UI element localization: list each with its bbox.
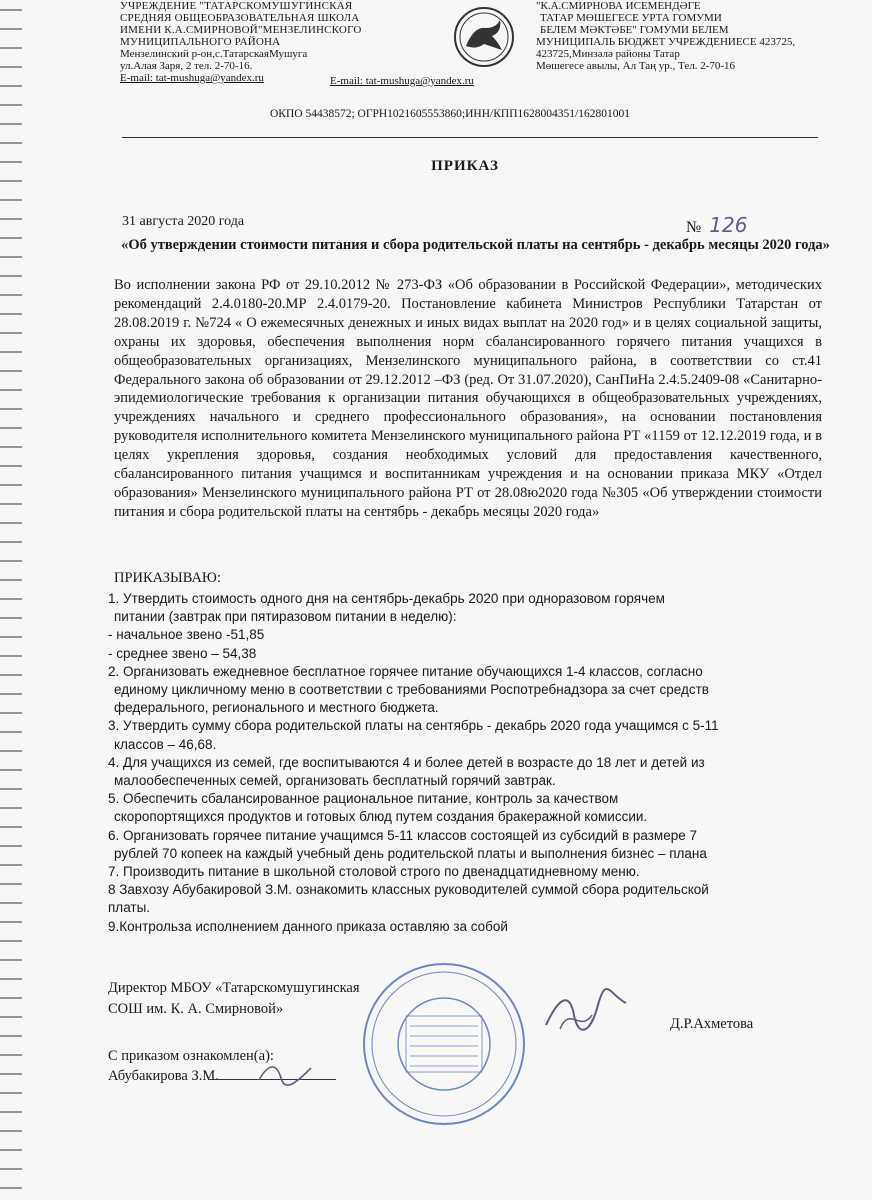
document-number — [686, 213, 747, 237]
decree-line: 2. Организовать ежедневное бесплатное горячее питание обучающихся 1-4 классов, согласно — [108, 663, 703, 679]
decree-line: 5. Обеспечить сбалансированное рациональное питание, контроль за качеством — [108, 791, 619, 807]
decree-line: питании (завтрак при пятиразовом питании в неделю): — [114, 609, 457, 625]
document-date: 31 августа 2020 года — [122, 214, 245, 229]
header-right-line: Мөшегесе авылы, Ал Таң ур., Тел. 2-70-16 — [536, 60, 736, 72]
decree-line: скоропортящихся продуктов и готовых блюд путем создания бракеражной комиссии. — [114, 809, 648, 825]
header-email-mid: E-mail: tat-mushuga@yandex.ru — [330, 75, 474, 87]
header-right-block — [536, 0, 836, 72]
document-preamble: Во исполнении закона РФ от 29.10.2012 № 273-ФЗ «Об образовании в Российской Федерации», методических рекомендаций 2.4.0180-20.МР 2.4.0179-20. Постановление кабинета Министров Республики Татарстан от 28.08.2019 г. №724 « О ежемесячных денежных и иных видах выплат на 2020 год» и в целях социальной защиты, охраны их здоровья, обеспечения выполнения норм сбалансированного горячего питания учащихся в общеобразовательных организациях, Мензелинского муниципального района, в соответствии со ст.41 Федерального закона об образовании от 29.12.2012 –ФЗ (ред. От 31.07.2020), СанПиНа 2.4.5.2409-08 «Санитарно-эпидемиологические требования к организации питания обучающихся в общеобразовательных учреждениях, учреждениях начального и среднего профессионального образования», на основании постановления руководителя исполнительного комитета Мензелинского муниципального района РТ «1159 от 12.12.2019 года, и в целях укрепления здоровья, создания необходимых условий для предоставления качественного, сбалансированного питания учащимся и воспитанникам учреждения и на основании приказа МКУ «Отдел образования» Мензелинского муниципального района РТ от 28.08ю2020 года №305 «Об утверждении стоимости питания и сбора родительской платы на сентябрь - декабрь месяцы 2020 года» — [114, 277, 822, 520]
decree-line: 3. Утвердить сумму сбора родительской платы на сентябрь - декабрь 2020 года учащимся с 5-11 — [108, 718, 719, 734]
signature-block — [108, 978, 360, 1020]
header-left-line: МУНИЦИПАЛЬНОГО РАЙОНА — [120, 36, 281, 48]
header-left-email: E-mail: tat-mushuga@yandex.ru — [120, 72, 264, 84]
header-right-line: "К.А.СМИРНОВА ИСЕМЕНДӘГЕ — [536, 0, 701, 12]
header-right-line: 423725,Минзәлә районы Татар — [536, 48, 680, 60]
decree-line: - среднее звено – 54,38 — [108, 645, 257, 661]
director-signature-icon — [540, 985, 630, 1045]
number-label: № — [686, 219, 702, 236]
acknowledgement-block — [108, 1046, 274, 1086]
ack-label: С приказом ознакомлен(а): — [108, 1048, 274, 1064]
ack-name: Абубакирова З.М. — [108, 1068, 219, 1084]
decree-line: 9.Контрольза исполнением данного приказа оставляю за собой — [108, 918, 508, 934]
decree-line: малообеспеченных семей, организовать бесплатный горячий завтрак. — [114, 773, 556, 789]
decree-line: единому цикличному меню в соответствии с требованиями Роспотребнадзора за счет средств — [114, 682, 709, 698]
decree-line: 8 Завхозу Абубакировой З.М. ознакомить классных руководителей суммой сбора родительской — [108, 882, 709, 898]
signature-title-line: Директор МБОУ «Татарскомушугинская — [108, 980, 360, 996]
decree-items — [108, 590, 808, 936]
decree-line: 7. Производить питание в школьной столовой строго по двенадцатидневному меню. — [108, 864, 640, 880]
decree-line: федерального, регионального и местного бюджета. — [114, 700, 439, 716]
decree-line: 1. Утвердить стоимость одного дня на сентябрь-декабрь 2020 при одноразовом горячем — [108, 591, 665, 606]
tatarstan-emblem-icon — [452, 6, 516, 68]
decree-line: 4. Для учащихся из семей, где воспитываются 4 и более детей в возрасте до 18 лет и детей из — [108, 754, 705, 770]
decree-line: платы. — [108, 900, 151, 916]
header-right-line: МУНИЦИПАЛЬ БЮДЖЕТ УЧРЕЖДЕНИЕСЕ 423725, — [536, 36, 796, 48]
header-left-line: ИМЕНИ К.А.СМИРНОВОЙ"МЕНЗЕЛИНСКОГО — [120, 24, 362, 36]
registration-ids: ОКПО 54438572; ОГРН1021605553860;ИНН/КПП1628004351/162801001 — [270, 108, 630, 120]
decree-line: 6. Организовать горячее питание учащимся 5-11 классов состоящей из субсидий в размере 7 — [108, 827, 697, 843]
decree-heading: ПРИКАЗЫВАЮ: — [114, 570, 221, 586]
header-left-line: УЧРЕЖДЕНИЕ "ТАТАРСКОМУШУГИНСКАЯ — [120, 0, 353, 12]
header-left-block — [120, 0, 390, 84]
header-right-line: ТАТАР МӨШЕГЕСЕ УРТА ГОМУМИ — [540, 12, 722, 24]
decree-line: классов – 46,68. — [114, 736, 217, 752]
header-right-line: БЕЛЕМ МӘКТӘБЕ" ГОМУМИ БЕЛЕМ — [540, 24, 729, 36]
signature-title-line: СОШ им. К. А. Смирновой» — [108, 1001, 284, 1017]
number-value: 126 — [709, 213, 748, 237]
header-left-line: Мензелинский р-он,с.ТатарскаяМушуга — [120, 48, 308, 60]
document-subject: «Об утверждении стоимости питания и сбора родительской платы на сентябрь - декабрь месяцы 2020 года» — [121, 237, 830, 253]
school-stamp-icon — [360, 960, 528, 1128]
scan-edge-marks — [0, 0, 22, 1200]
decree-line: - начальное звено -51,85 — [108, 627, 265, 643]
director-name: Д.Р.Ахметова — [670, 1016, 754, 1032]
header-left-line: СРЕДНЯЯ ОБЩЕОБРАЗОВАТЕЛЬНАЯ ШКОЛА — [120, 12, 360, 24]
ack-signature-icon — [255, 1058, 315, 1088]
decree-line: рублей 70 копеек на каждый учебный день родительской платы и выполнения бизнес – плана — [114, 845, 707, 861]
header-left-line: ул.Алая Заря, 2 тел. 2-70-16. — [120, 60, 253, 72]
document-title: ПРИКАЗ — [431, 158, 499, 174]
header-divider — [122, 137, 818, 138]
